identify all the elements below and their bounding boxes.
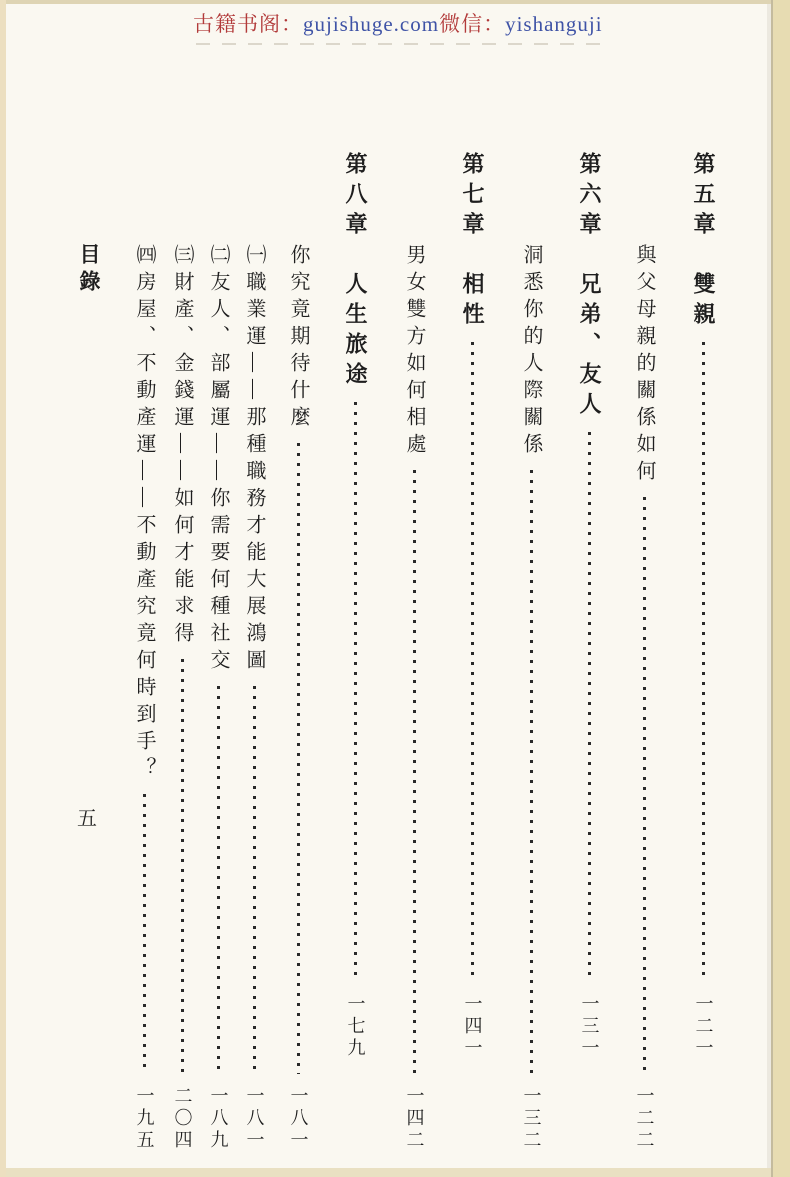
folio-page-number: 五	[77, 808, 97, 830]
toc-entry-page: 一三一	[579, 994, 600, 1060]
toc-item-parents-relation	[630, 152, 659, 1152]
scan-edge-top	[0, 0, 790, 4]
dotted-leader	[354, 402, 357, 982]
toc-item-expectation	[284, 152, 313, 1152]
scan-artifact-line	[196, 43, 604, 45]
toc-entry-page: 一八一	[288, 1086, 309, 1152]
watermark-site-domain: gujishuge.com	[303, 12, 440, 36]
toc-entry-text: 與父母親的關係如何	[633, 244, 655, 487]
dotted-leader	[143, 794, 146, 1074]
toc-entry-text: 男女雙方如何相處	[403, 244, 425, 460]
toc-entry-page: 一四二	[404, 1086, 425, 1152]
dotted-leader	[471, 342, 474, 982]
toc-item-interpersonal	[517, 152, 546, 1152]
toc-entry-text: 第五章 雙親	[691, 152, 716, 332]
scan-edge-bottom	[0, 1168, 790, 1177]
toc-chapter-8	[340, 152, 371, 1060]
toc-item-property-luck	[130, 152, 159, 1152]
toc-entry-page: 一二一	[693, 994, 714, 1060]
dotted-leader	[643, 497, 646, 1074]
toc-entry-page: 一九五	[134, 1086, 155, 1152]
watermark-wechat-label: 微信：	[439, 12, 506, 36]
toc-title: 目錄	[77, 243, 101, 297]
scan-edge-left	[0, 0, 6, 1177]
toc-entry-page: 一八九	[208, 1086, 229, 1152]
toc-chapter-5	[688, 152, 719, 1060]
dotted-leader	[181, 659, 184, 1074]
toc-item-career-luck	[240, 152, 269, 1152]
watermark-site-label: 古籍书阁：	[193, 12, 303, 36]
toc-entry-text: 第八章 人生旅途	[343, 152, 368, 392]
toc-chapter-7	[457, 152, 488, 1060]
toc-chapter-6	[574, 152, 605, 1060]
toc-entry-text: 第七章 相性	[460, 152, 485, 332]
toc-entry-page: 一七九	[345, 994, 366, 1060]
toc-item-couple-relation	[400, 152, 429, 1152]
toc-entry-page: 一二二	[634, 1086, 655, 1152]
toc-entry-text: ㈠職業運——那種職務才能大展鴻圖	[243, 244, 265, 676]
dotted-leader	[588, 432, 591, 982]
dotted-leader	[217, 686, 220, 1074]
toc-entry-text: ㈣房屋、不動產運——不動產究竟何時到手？	[133, 244, 155, 784]
toc-entry-text: 洞悉你的人際關係	[520, 244, 542, 460]
toc-item-friends-luck	[204, 152, 233, 1152]
toc-item-wealth-luck	[168, 152, 197, 1152]
toc-entry-page: 二〇四	[172, 1086, 193, 1152]
scan-edge-right	[771, 0, 790, 1177]
dotted-leader	[253, 686, 256, 1074]
toc-entry-text: 第六章 兄弟、友人	[577, 152, 602, 422]
watermark-wechat-id: yishanguji	[505, 12, 603, 36]
dotted-leader	[702, 342, 705, 982]
toc-entry-page: 一三二	[521, 1086, 542, 1152]
toc-entry-text: ㈢財產、金錢運——如何才能求得	[171, 244, 193, 649]
watermark-header	[193, 8, 603, 38]
toc-entry-page: 一四一	[462, 994, 483, 1060]
toc-entry-text: ㈡友人、部屬運——你需要何種社交	[207, 244, 229, 676]
toc-entry-text: 你究竟期待什麼	[287, 244, 309, 433]
dotted-leader	[297, 443, 300, 1074]
dotted-leader	[530, 470, 533, 1074]
toc-entry-page: 一八一	[244, 1086, 265, 1152]
dotted-leader	[413, 470, 416, 1074]
